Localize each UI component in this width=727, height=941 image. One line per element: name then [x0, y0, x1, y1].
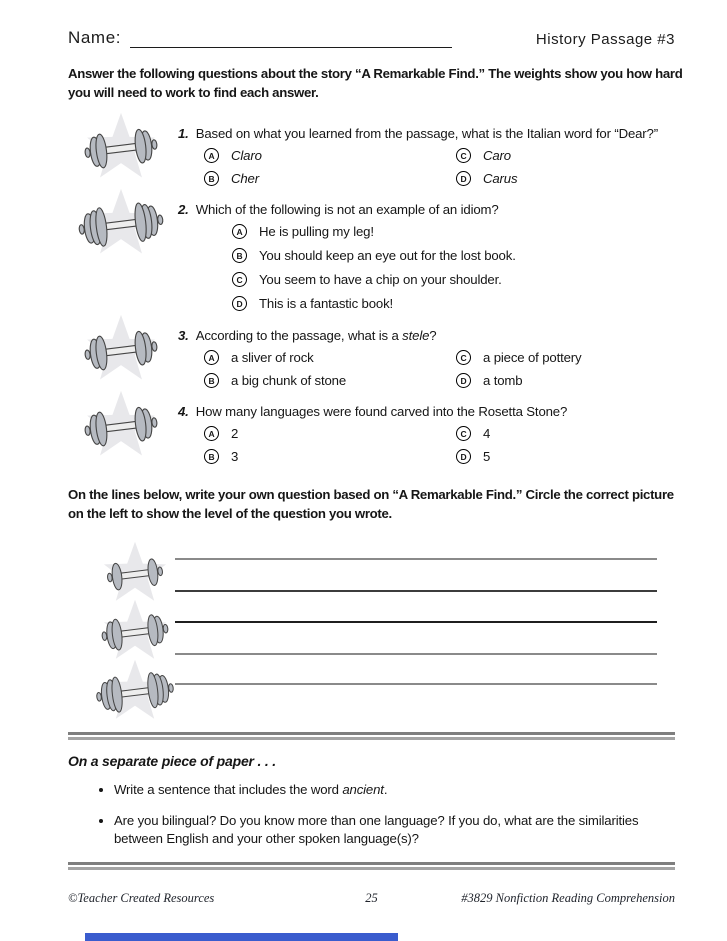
option-row-d	[456, 449, 675, 464]
option-row-d	[456, 373, 675, 388]
name-label: Name:	[68, 28, 122, 47]
question-3	[68, 320, 675, 396]
question-1	[68, 118, 675, 194]
option-text: 4	[483, 426, 491, 442]
option-text: a piece of pottery	[483, 350, 582, 366]
question-text: How many languages were found carved into the Rosetta Stone?	[195, 404, 568, 420]
option-text: Caro	[483, 148, 511, 164]
double-rule	[68, 732, 675, 740]
option-row-c	[456, 148, 675, 163]
weight-level-3-icon	[68, 187, 178, 320]
question-4	[68, 396, 675, 472]
question-number: 2.	[178, 202, 189, 218]
weight-level-2-icon	[68, 313, 178, 396]
option-row-a	[204, 148, 456, 163]
option-row-d	[232, 296, 675, 311]
bullet-item: • Are you bilingual? Do you know more than one language? If you do, what are the similarities between English and your other spoken language(s)?	[114, 812, 675, 848]
option-letter-circle: A	[204, 426, 219, 441]
name-blank-line	[130, 31, 452, 48]
weight-level-2-icon	[68, 389, 178, 472]
option-letter-circle: D	[456, 449, 471, 464]
question-number: 4.	[178, 404, 189, 420]
option-text: Carus	[483, 171, 518, 187]
question-number: 1.	[178, 126, 189, 142]
page-number: 25	[365, 891, 378, 905]
option-letter-circle: B	[232, 248, 247, 263]
option-row-a	[204, 350, 456, 365]
option-row-a	[232, 224, 675, 239]
writing-line	[175, 621, 657, 623]
option-row-b	[232, 248, 675, 263]
option-letter-circle: C	[456, 350, 471, 365]
option-row-c	[456, 426, 675, 441]
writing-line	[175, 558, 657, 560]
option-row-b	[204, 171, 456, 186]
option-text: You should keep an eye out for the lost book.	[259, 248, 516, 264]
double-rule	[68, 862, 675, 870]
write-own-instruction: On the lines below, write your own question based on “A Remarkable Find.” Circle the correct picture on the left to show the level of the question you wrote.	[68, 487, 674, 522]
weight-level-3-icon	[92, 658, 178, 727]
option-row-d	[456, 171, 675, 186]
option-text: a big chunk of stone	[231, 373, 347, 389]
option-text: a sliver of rock	[231, 350, 314, 366]
option-letter-circle: B	[204, 373, 219, 388]
option-letter-circle: D	[456, 171, 471, 186]
option-text: 3	[231, 449, 239, 465]
bullet-item: • Write a sentence that includes the word ancient.	[114, 781, 675, 799]
separate-paper-bullets	[68, 781, 675, 849]
option-text: Cher	[231, 171, 259, 187]
option-letter-circle: B	[204, 449, 219, 464]
footer-series-title: #3829 Nonfiction Reading Comprehension	[461, 891, 675, 905]
option-row-c	[456, 350, 675, 365]
option-text: a tomb	[483, 373, 523, 389]
writing-line	[175, 653, 657, 655]
writing-line	[175, 683, 657, 685]
header	[68, 28, 675, 48]
option-row-b	[204, 373, 456, 388]
writing-line	[175, 590, 657, 592]
question-list	[68, 118, 675, 472]
question-text: According to the passage, what is a stele?	[195, 328, 437, 344]
bottom-accent-bar	[85, 933, 398, 941]
option-letter-circle: A	[232, 224, 247, 239]
option-letter-circle: A	[204, 350, 219, 365]
option-letter-circle: B	[204, 171, 219, 186]
option-letter-circle: D	[232, 296, 247, 311]
option-letter-circle: D	[456, 373, 471, 388]
page-footer	[68, 891, 675, 906]
option-text: He is pulling my leg!	[259, 224, 374, 240]
option-text: 2	[231, 426, 239, 442]
option-text: This is a fantastic book!	[259, 296, 394, 312]
option-text: Claro	[231, 148, 262, 164]
weight-level-2-icon	[68, 111, 178, 194]
weight-level-2-icon	[92, 598, 178, 667]
footer-publisher: ©Teacher Created Resources	[68, 891, 215, 905]
option-letter-circle: C	[456, 426, 471, 441]
option-letter-circle: C	[456, 148, 471, 163]
question-text: Based on what you learned from the passage, what is the Italian word for “Dear?”	[195, 126, 658, 142]
option-row-a	[204, 426, 456, 441]
question-text: Which of the following is not an example of an idiom?	[195, 202, 499, 218]
option-row-b	[204, 449, 456, 464]
question-number: 3.	[178, 328, 189, 344]
option-letter-circle: C	[232, 272, 247, 287]
option-text: You seem to have a chip on your shoulder.	[259, 272, 502, 288]
option-row-c	[232, 272, 675, 287]
intro-text: Answer the following questions about the story “A Remarkable Find.” The weights show you how hard you will need to work to find each answer.	[68, 66, 683, 100]
page-title: History Passage #3	[535, 31, 675, 48]
option-letter-circle: A	[204, 148, 219, 163]
separate-paper-heading: On a separate piece of paper . . .	[68, 752, 276, 769]
write-own-area	[68, 540, 675, 726]
question-2	[68, 194, 675, 320]
option-text: 5	[483, 449, 491, 465]
